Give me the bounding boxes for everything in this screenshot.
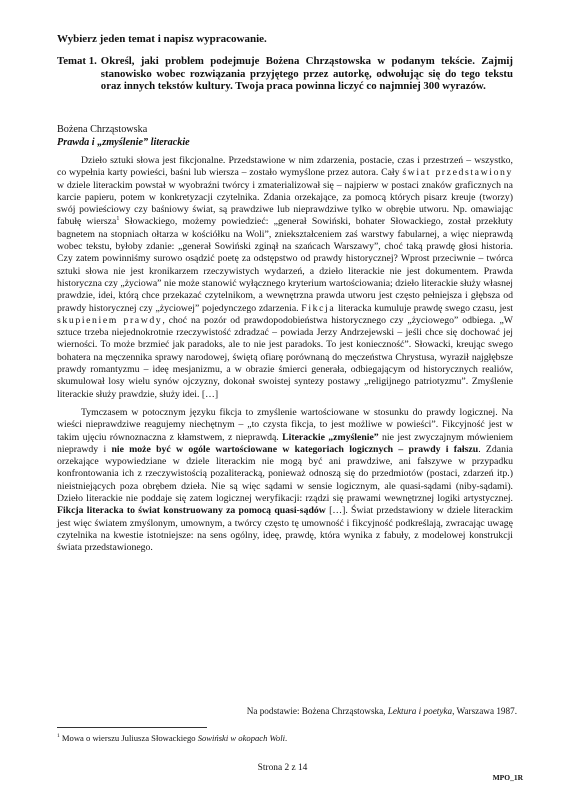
source-title: Lektura i poetyka [387,706,453,716]
footnote-mark: 1 [57,733,60,740]
footnote-end: . [285,733,288,743]
topic-block [57,55,513,93]
para1-text-1: Dzieło sztuki słowa jest fikcjonalne. Przedstawione w nim zdarzenia, postacie, czas i przestrzeń – wszystko, co wypełnia karty powieści, baśni lub wiersza – zostało wymyślone przez autora. Cały [57,155,513,179]
spaced-term-world: świat przedstawiony [402,167,513,179]
text-author: Bożena Chrząstowska [57,124,148,135]
page-number: Strona 2 z 14 [257,763,308,773]
para2-text-3: . Zdania orzekające wypowiedziane w dziele literackim nie mogą być ani prawdziwe, ani fałszywe w przypadku konfrontowania ich z rzeczywistością pozaliteracką, ponieważ odnoszą się do przedmiotów (postaci, zdarzeń itp.) nieistniejących poza obrębem dzieła. Nie są więc sądami w sensie logicznym, ale quasi-sądami (niby-sądami). Dzieło literackie nie poddaje się zatem logicznej weryfikacji: rządzi się prawami wewnętrznej logiki artystycznej. [57,443,513,505]
exam-code: MPO_1R [492,773,523,782]
para2-text-4: […]. Świat przedstawiony w dziele literackim jest więc światem zmyślonym, umownym, a twórcy często tę umowność i fikcyjność podkreślają, zwracając uwagę czytelnika na kwestie istotniejsze: na sens ogólny, ideę, prawdę, która wynika z fabuły, z modelowej konstrukcji świata przedstawionego. [57,505,514,554]
para1-text-2: w dziele literackim powstał w wyobraźni twórcy i zmaterializował się – najpierw w postaci znaków graficznych na karcie papieru, potem w konkretyzacji czytelnika. Zdania orzekające, za pomocą których pisarz kreuje (tworzy) swój powieściowy czy baśniowy świat, są prawdziwe lub nieprawdziwe tylko w obrębie utworu. Np. omawiając fabułę wiersza [57,179,513,228]
source-suffix: , Warszawa 1987. [452,706,517,716]
article-body [57,155,513,561]
footnote-title: Sowiński w okopach Woli [197,733,285,743]
bold-phrase-1: Literackie „zmyślenie” [282,431,379,443]
para2-text-1: Tymczasem w potocznym języku fikcja to zmyślenie wartościowane w stosunku do prawdy logicznej. Na wieści nieprawdziwe reagujemy niechętnym – „to czysta fikcja, to jest możliwe w powieści”. Fikcyjność jest w takim ujęciu równoznaczna z kłamstwem, z nieprawdą. [57,406,513,443]
bold-phrase-3: Fikcja literacka to świat konstruowany za pomocą quasi-sądów [57,505,326,517]
para1-text-4: literacka kumuluje prawdę swego czasu, jest [335,302,513,314]
bold-phrase-2: nie może być w ogóle wartościowane w kategoriach logicznych – prawdy i fałszu [111,443,479,455]
para1-text-5: , choć na pozór od prawdopodobieństwa historycznego czy „życiowego” odbiega. „W sztuce trzeba niejednokrotnie rzeczywistość zdradzać – powiada Jerzy Andrzejewski – jeśli chce się dochować jej wierności. To może brzmieć jak paradoks, ale to nie jest paradoks. To jest konieczność”. Słowacki, kreując swego bohatera na męczennika sprawy narodowej, świętą ofiarę porównaną do męczeństwa Chrystusa, wyraził najgłębsze prawdy romantyzmu – ideę mesjanizmu, a w obrazie śmierci generała, odbiegającym od historycznych realiów, skumulował losy wielu synów ojczyzny, dokonał swoistej syntezy postawy „religijnego patriotyzmu”. Zmyślenie literackie służy prawdzie, służy idei. […] [57,314,513,400]
para1-text-3: Słowackiego, możemy powiedzieć: „generał Sowiński, bohater Słowackiego, został przekłuty bagnetem na stopniach ołtarza w kościółku na Woli”, zniekształceniem zaś warstwy fabularnej, a więc nieprawdą wobec tekstu, byłoby zdanie: „generał Sowiński zginął na szańcach Warszawy”, choć taką prawdę głosi historia. Czy zatem powinniśmy surowo osądzić poetę za odstępstwo od prawdy historycznej? Wprost przeciwnie – twórca sztuki słowa nie jest kronikarzem rzeczywistych wydarzeń, a dzieło literackie nie jest dokumentem. Prawda historyczna czy „życiowa” nie może stanowić wyłącznego kryterium wartościowania; dzieło literackie służy własnej prawdzie, idei, którą chce przekazać czytelnikom, a wewnętrzna prawda utworu jest często pełniejsza i głębsza od prawdy historycznej czy „życiowej” pojedynczego zdarzenia. [57,216,513,314]
spaced-term-truth: skupieniem prawdy [57,314,163,326]
footnote [57,733,287,743]
footnote-divider [57,727,207,728]
instruction: Wybierz jeden temat i napisz wypracowanie. [57,33,267,45]
text-title: Prawda i „zmyślenie” literackie [57,137,190,148]
source-prefix: Na podstawie: Bożena Chrząstowska, [246,706,388,716]
footnote-reference: 1 [116,216,120,223]
topic-text: Określ, jaki problem podejmuje Bożena Chrząstowska w podanym tekście. Zajmij stanowisko wobec rozwiązania przyjętego przez autorkę, odwołując się do tego tekstu oraz innych tekstów kultury. Twoja praca powinna liczyć co najmniej 300 wyrazów. [100,55,513,92]
paragraph-1 [57,155,513,401]
paragraph-2 [57,407,513,555]
source-citation [247,706,517,716]
para2-text-2: nie jest zwyczajnym mówieniem nieprawdy i [57,431,513,455]
spaced-term-fiction: Fikcja [301,302,336,314]
topic-label: Temat 1. [57,55,97,67]
footnote-text: Mowa o wierszu Juliusza Słowackiego [59,733,198,743]
